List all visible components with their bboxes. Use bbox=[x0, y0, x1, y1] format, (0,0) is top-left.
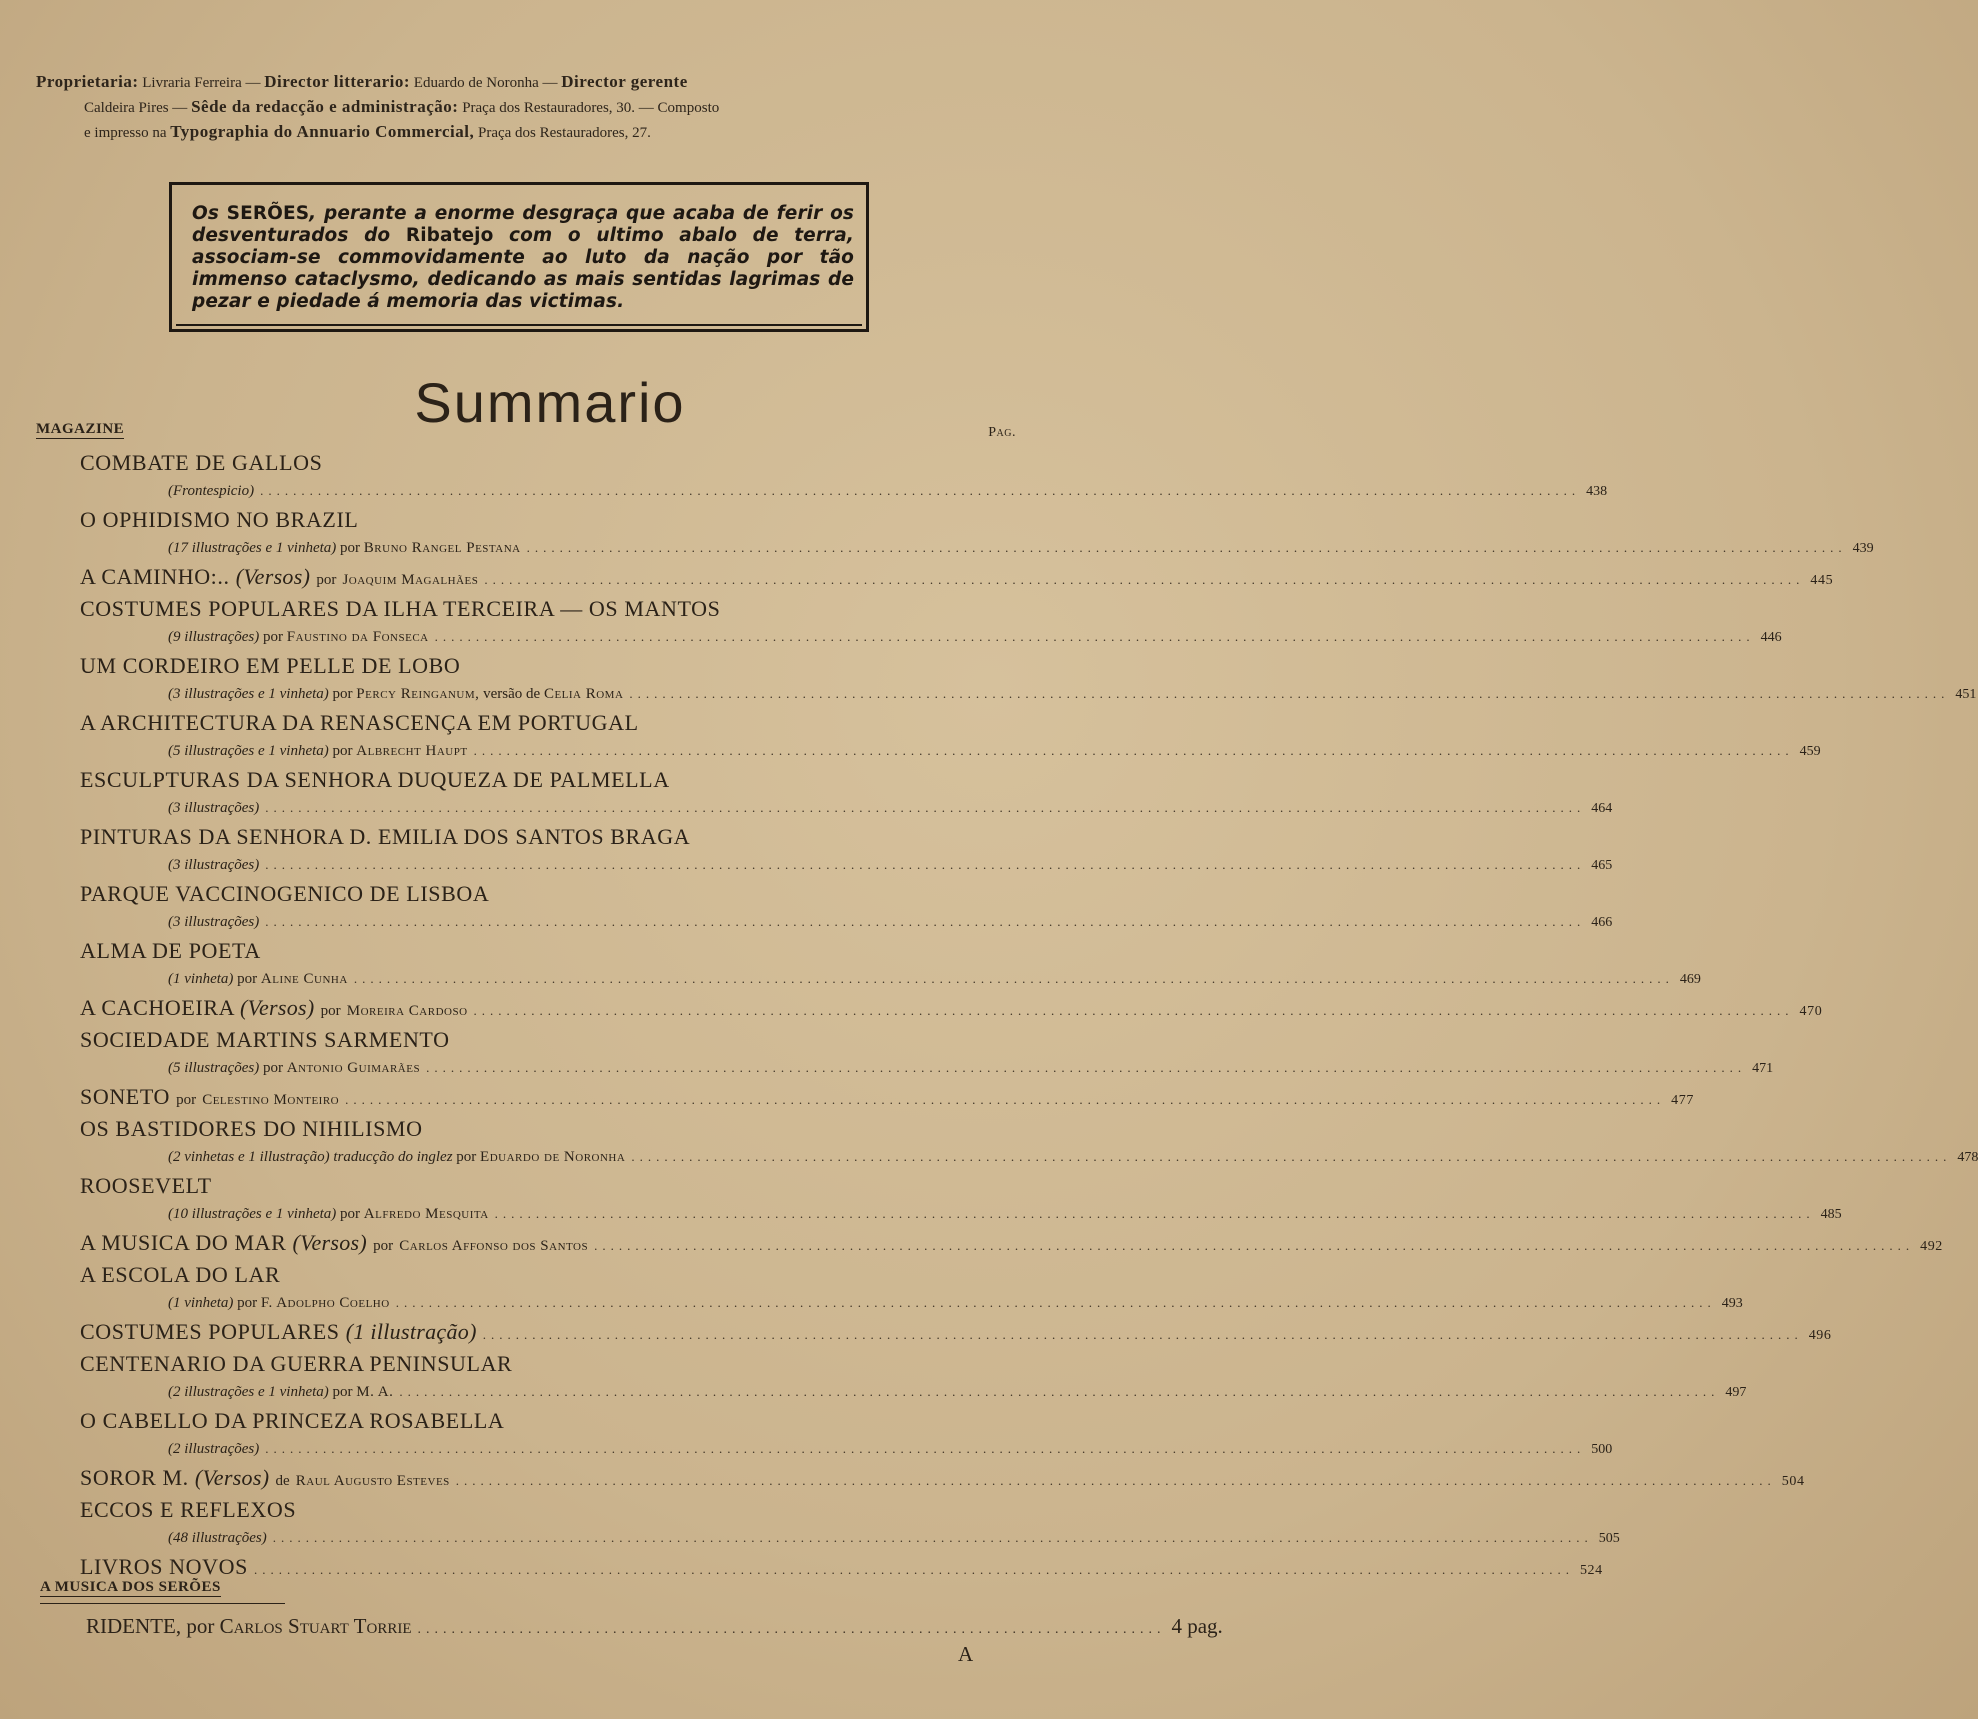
imprint-text: Livraria Ferreira — bbox=[142, 75, 261, 91]
toc-entry-description: (2 vinhetas e 1 illustração) traducção do inglez bbox=[168, 1149, 453, 1165]
toc-entry-page: 446 bbox=[1760, 630, 1782, 645]
toc-entry-sub-lead bbox=[168, 1054, 420, 1082]
toc-entry-sub-lead bbox=[168, 908, 259, 936]
toc-entry[interactable] bbox=[80, 1553, 1603, 1585]
dot-leader: ........................................................................................ bbox=[417, 1622, 1166, 1637]
toc-entry-page: 524 bbox=[1579, 1563, 1603, 1578]
toc-entry-description: (3 illustrações) bbox=[168, 800, 260, 816]
toc-entry-title: A ARCHITECTURA DA RENASCENÇA EM PORTUGAL bbox=[80, 710, 639, 735]
dot-leader: ................................................................................................................................................................ bbox=[265, 914, 1586, 929]
toc-entry-sub-line bbox=[80, 1289, 1743, 1318]
toc-entry[interactable] bbox=[80, 709, 1821, 766]
toc-entry-author: Aline Cunha bbox=[260, 971, 348, 987]
toc-entry-sub-lead bbox=[168, 477, 254, 505]
toc-entry-title-note: (Versos) bbox=[240, 995, 315, 1020]
toc-entry-author: Percy Reinganum, bbox=[356, 686, 480, 702]
toc-entry-description: (3 illustrações e 1 vinheta) bbox=[168, 686, 329, 702]
toc-entry[interactable] bbox=[80, 1261, 1743, 1318]
toc-entry-description: (1 vinheta) bbox=[168, 1295, 234, 1311]
imprint-text: Caldeira Pires — bbox=[84, 100, 188, 116]
toc-entry-author: Joaquim Magalhães bbox=[342, 572, 479, 588]
imprint-text: e impresso na bbox=[84, 125, 167, 141]
imprint-line-3 bbox=[36, 120, 1016, 145]
dot-leader: ................................................................................................................................................................ bbox=[399, 1384, 1720, 1399]
toc-entry-sub-line bbox=[80, 737, 1821, 766]
toc-entry-by: por bbox=[316, 572, 337, 588]
toc-entry-title: O OPHIDISMO NO BRAZIL bbox=[80, 507, 359, 532]
toc-entry-page: 497 bbox=[1725, 1385, 1747, 1400]
dot-leader: ................................................................................................................................................................ bbox=[482, 1327, 1803, 1342]
toc-entry-title-line bbox=[80, 1318, 1832, 1350]
toc-entry-title-line bbox=[80, 823, 1020, 851]
toc-entry-page: 470 bbox=[1799, 1004, 1823, 1019]
dot-leader: ................................................................................................................................................................ bbox=[426, 1060, 1747, 1075]
memorial-notice-box bbox=[169, 182, 869, 332]
toc-entry-sub-lead bbox=[168, 794, 259, 822]
page-column-label: Pag. bbox=[988, 425, 1016, 440]
toc-entry-author2: Celia Roma bbox=[543, 686, 624, 702]
notice-seroes: SERÕES bbox=[226, 203, 310, 224]
toc-entry-sub-line bbox=[80, 1054, 1774, 1083]
toc-entry[interactable] bbox=[80, 1083, 1694, 1115]
toc-entry-title-line bbox=[80, 1553, 1603, 1585]
imprint-label: Director gerente bbox=[561, 72, 688, 91]
toc-entry-lead bbox=[80, 563, 478, 594]
toc-entry-page: 469 bbox=[1679, 972, 1701, 987]
toc-entry-title-line bbox=[80, 506, 1020, 534]
toc-entry[interactable] bbox=[80, 1350, 1747, 1407]
toc-entry-page: 496 bbox=[1808, 1328, 1832, 1343]
toc-entry-lead bbox=[80, 994, 468, 1025]
toc-entry[interactable] bbox=[80, 449, 1608, 506]
music-entry-lead bbox=[86, 1612, 411, 1640]
toc-entry-title: SONETO bbox=[80, 1084, 170, 1109]
notice-ribatejo: Ribatejo bbox=[405, 225, 494, 246]
imprint-header bbox=[36, 70, 1016, 145]
toc-entry-page: 465 bbox=[1591, 858, 1613, 873]
dot-leader: ................................................................................................................................................................ bbox=[345, 1092, 1666, 1107]
toc-entry-lead bbox=[80, 1464, 450, 1495]
toc-entry-title-note: (Versos) bbox=[194, 1465, 270, 1490]
toc-entry-page: 504 bbox=[1781, 1474, 1805, 1489]
toc-entry-sub-line bbox=[80, 1143, 1978, 1172]
toc-entry-title-line bbox=[80, 449, 1020, 477]
toc-entry[interactable] bbox=[80, 652, 1977, 709]
dot-leader: ................................................................................................................................................................ bbox=[473, 743, 1794, 758]
toc-entry-page: 505 bbox=[1598, 1531, 1620, 1546]
imprint-label: Typographia do Annuario Commercial, bbox=[170, 122, 475, 141]
toc-entry-title-line bbox=[80, 1026, 1020, 1054]
toc-entry-sub-lead bbox=[168, 1200, 489, 1228]
toc-entry-title: SOROR M. bbox=[80, 1465, 189, 1490]
toc-entry[interactable] bbox=[80, 1026, 1774, 1083]
toc-entry-title: A CACHOEIRA bbox=[80, 995, 234, 1020]
dot-leader: ................................................................................................................................................................ bbox=[260, 483, 1581, 498]
toc-entry[interactable] bbox=[80, 1407, 1613, 1464]
toc-entry-title-line bbox=[80, 1261, 1020, 1289]
toc-entry-sub-lead bbox=[168, 1435, 259, 1463]
dot-leader: ................................................................................................................................................................ bbox=[484, 572, 1805, 587]
dot-leader: ................................................................................................................................................................ bbox=[629, 686, 1950, 701]
toc-entry-title: PARQUE VACCINOGENICO DE LISBOA bbox=[80, 881, 490, 906]
imprint-label: Proprietaria: bbox=[36, 72, 139, 91]
page-title: Summario bbox=[414, 371, 686, 434]
toc-entry[interactable] bbox=[80, 1496, 1620, 1553]
music-page-number: 4 pag. bbox=[1171, 1614, 1223, 1638]
toc-entry-author: Raul Augusto Esteves bbox=[295, 1473, 450, 1489]
toc-entry-page: 464 bbox=[1591, 801, 1613, 816]
toc-entry-by: de bbox=[275, 1473, 290, 1489]
toc-entry-description: (2 illustrações e 1 vinheta) bbox=[168, 1384, 329, 1400]
toc-entry-sub-lead bbox=[168, 1524, 267, 1552]
toc-entry-title-line bbox=[80, 1172, 1020, 1200]
toc-entry-description: (17 illustrações e 1 vinheta) bbox=[168, 540, 337, 556]
toc-entry-page: 493 bbox=[1721, 1296, 1743, 1311]
toc-entry-title: LIVROS NOVOS bbox=[80, 1554, 248, 1579]
toc-entry-page: 439 bbox=[1852, 541, 1874, 556]
toc-entry-by: por bbox=[263, 1060, 283, 1076]
toc-entry-page: 500 bbox=[1591, 1442, 1613, 1457]
toc-entry-author: Moreira Cardoso bbox=[346, 1003, 468, 1019]
imprint-label: Sêde da redacção e administração: bbox=[191, 97, 459, 116]
toc-entry-title: PINTURAS DA SENHORA D. EMILIA DOS SANTOS BRAGA bbox=[80, 824, 691, 849]
toc-entry[interactable] bbox=[80, 1115, 1978, 1172]
toc-entry-title: COMBATE DE GALLOS bbox=[80, 450, 323, 475]
toc-entry-sub-line bbox=[80, 623, 1782, 652]
music-title: RIDENTE, bbox=[86, 1614, 182, 1638]
toc-entry-title: COSTUMES POPULARES DA ILHA TERCEIRA — OS MANTOS bbox=[80, 596, 721, 621]
toc-entry-sub-line bbox=[80, 1200, 1842, 1229]
toc-entry-title-line bbox=[80, 766, 1020, 794]
dot-leader: ................................................................................................................................................................ bbox=[265, 1441, 1586, 1456]
toc-entry-sub-lead bbox=[168, 680, 623, 708]
toc-entry[interactable] bbox=[80, 563, 1834, 595]
imprint-text: Praça dos Restauradores, 30. — Composto bbox=[462, 100, 720, 116]
memorial-notice-text bbox=[192, 203, 854, 313]
toc-entry-lead bbox=[80, 1318, 477, 1346]
music-author: Carlos Stuart Torrie bbox=[219, 1614, 412, 1638]
toc-entry-title-line bbox=[80, 1407, 1020, 1435]
toc-entry-title-line bbox=[80, 1115, 1020, 1143]
toc-entry-title-line bbox=[80, 1350, 1020, 1378]
toc-entry-title-note: (Versos) bbox=[235, 564, 311, 589]
toc-entry-title: ESCULPTURAS DA SENHORA DUQUEZA DE PALMELLA bbox=[80, 767, 670, 792]
toc-entry-sub-line bbox=[80, 1524, 1620, 1553]
toc-entry-sub-line bbox=[80, 851, 1613, 880]
dot-leader: ................................................................................................................................................................ bbox=[631, 1149, 1952, 1164]
toc-entry-title: OS BASTIDORES DO NIHILISMO bbox=[80, 1116, 423, 1141]
toc-entry[interactable] bbox=[80, 937, 1701, 994]
toc-entry-by: por bbox=[332, 1384, 353, 1400]
toc-entry-description: (10 illustrações e 1 vinheta) bbox=[168, 1206, 337, 1222]
toc-entry-title: ALMA DE POETA bbox=[80, 938, 261, 963]
toc-entry-sub-lead bbox=[168, 534, 521, 562]
table-of-contents bbox=[80, 449, 1978, 1585]
toc-entry[interactable] bbox=[80, 595, 1782, 652]
toc-entry-by: por bbox=[456, 1149, 477, 1165]
toc-entry-page: 492 bbox=[1920, 1239, 1943, 1254]
toc-entry-title-line bbox=[80, 1464, 1805, 1496]
toc-entry-title-line bbox=[80, 652, 1020, 680]
toc-entry-by: por bbox=[340, 540, 361, 556]
toc-entry-page: 485 bbox=[1820, 1207, 1842, 1222]
toc-entry-author: Bruno Rangel Pestana bbox=[363, 540, 521, 556]
toc-entry-description: (3 illustrações) bbox=[168, 914, 260, 930]
toc-entry[interactable] bbox=[80, 1318, 1832, 1350]
toc-entry[interactable] bbox=[80, 994, 1823, 1026]
toc-entry-sub-lead bbox=[168, 623, 429, 651]
toc-entry-title-line bbox=[80, 563, 1834, 595]
toc-entry-description: (48 illustrações) bbox=[168, 1530, 267, 1546]
toc-entry-author: F. Adolpho Coelho bbox=[260, 1295, 390, 1311]
dot-leader: ................................................................................................................................................................ bbox=[265, 857, 1586, 872]
music-page-suffix: A bbox=[958, 1642, 974, 1666]
toc-entry[interactable] bbox=[80, 1229, 1943, 1261]
section-label-magazine: MAGAZINE bbox=[36, 421, 125, 437]
toc-entry-author: Albrecht Haupt bbox=[356, 743, 468, 759]
toc-entry[interactable] bbox=[80, 506, 1874, 563]
toc-entry-author: Antonio Guimarães bbox=[286, 1060, 421, 1076]
dot-leader: ................................................................................................................................................................ bbox=[395, 1295, 1716, 1310]
toc-entry-title-note: (Versos) bbox=[292, 1230, 368, 1255]
toc-entry-author: Alfredo Mesquita bbox=[363, 1206, 489, 1222]
toc-entry-by: por bbox=[237, 971, 258, 987]
dot-leader: ................................................................................................................................................................ bbox=[526, 540, 1847, 555]
notice-part-2: com o ultimo abalo de terra, associam-se commovidamente ao luto da nação por tão immenso cataclysmo, dedicando as mais sentidas lagrimas de pezar e piedade á memoria das victimas. bbox=[192, 225, 854, 312]
toc-entry-sub-lead bbox=[168, 1378, 393, 1406]
notice-part-1: , perante a enorme desgraça que acaba de ferir os desventurados do bbox=[192, 203, 854, 246]
toc-entry[interactable] bbox=[80, 1172, 1842, 1229]
notice-lead: Os bbox=[192, 203, 227, 224]
toc-entry-title-line bbox=[80, 1496, 1020, 1524]
imprint-line-1 bbox=[36, 70, 1016, 95]
toc-entry-description: (3 illustrações) bbox=[168, 857, 260, 873]
toc-entry-sub-line bbox=[80, 477, 1608, 506]
toc-entry-sub-lead bbox=[168, 851, 259, 879]
toc-entry-by: por bbox=[320, 1003, 341, 1019]
toc-entry-author: Eduardo de Noronha bbox=[480, 1149, 626, 1165]
toc-entry-sub-line bbox=[80, 908, 1613, 937]
toc-entry-title: UM CORDEIRO EM PELLE DE LOBO bbox=[80, 653, 461, 678]
toc-entry-author: Faustino da Fonseca bbox=[286, 629, 429, 645]
toc-entry-sub-lead bbox=[168, 737, 468, 765]
toc-entry-description: (2 illustrações) bbox=[168, 1441, 260, 1457]
toc-entry-title-line bbox=[80, 595, 1020, 623]
dot-leader: ................................................................................................................................................................ bbox=[434, 629, 1755, 644]
toc-entry-title: A MUSICA DO MAR bbox=[80, 1230, 287, 1255]
toc-entry-by: por bbox=[176, 1092, 197, 1108]
toc-entry-page: 451 bbox=[1955, 687, 1977, 702]
toc-entry-page: 466 bbox=[1591, 915, 1613, 930]
toc-entry-description: (5 illustrações e 1 vinheta) bbox=[168, 743, 329, 759]
toc-entry-by: por bbox=[237, 1295, 258, 1311]
toc-entry-title-line bbox=[80, 994, 1823, 1026]
toc-entry-sub-lead bbox=[168, 965, 348, 993]
dot-leader: ................................................................................................................................................................ bbox=[473, 1003, 1794, 1018]
toc-entry-title: CENTENARIO DA GUERRA PENINSULAR bbox=[80, 1351, 513, 1376]
toc-entry-title: ECCOS E REFLEXOS bbox=[80, 1497, 297, 1522]
toc-entry-sub-lead bbox=[168, 1143, 625, 1171]
toc-entry-sub-line bbox=[80, 534, 1874, 563]
toc-entry-title-note: (1 illustração) bbox=[345, 1319, 477, 1344]
toc-entry-description: (9 illustrações) bbox=[168, 629, 260, 645]
dot-leader: ................................................................................................................................................................ bbox=[253, 1562, 1574, 1577]
toc-entry-lead bbox=[80, 1553, 248, 1581]
dot-leader: ................................................................................................................................................................ bbox=[594, 1238, 1915, 1253]
toc-entry-page: 438 bbox=[1586, 484, 1608, 499]
toc-entry-page: 477 bbox=[1671, 1093, 1694, 1108]
toc-entry-author: Celestino Monteiro bbox=[202, 1092, 340, 1108]
section-label-music: A MUSICA DOS SERÕES bbox=[40, 1579, 221, 1595]
toc-entry-description: (Frontespicio) bbox=[168, 483, 255, 499]
toc-entry[interactable] bbox=[80, 880, 1613, 937]
dot-leader: ................................................................................................................................................................ bbox=[353, 971, 1674, 986]
toc-entry-sub-line bbox=[80, 1435, 1613, 1464]
toc-entry-title-line bbox=[80, 709, 1020, 737]
toc-entry-by: por bbox=[332, 686, 353, 702]
imprint-line-2 bbox=[36, 95, 1016, 120]
toc-entry-sub-lead bbox=[168, 1289, 390, 1317]
dot-leader: ................................................................................................................................................................ bbox=[265, 800, 1586, 815]
toc-entry-description: (1 vinheta) bbox=[168, 971, 234, 987]
toc-entry-lead bbox=[80, 1083, 339, 1114]
dot-leader: ................................................................................................................................................................ bbox=[494, 1206, 1815, 1221]
toc-entry[interactable] bbox=[80, 1464, 1805, 1496]
toc-entry-title: ROOSEVELT bbox=[80, 1173, 212, 1198]
toc-entry-lead bbox=[80, 1229, 588, 1260]
toc-entry-title-line bbox=[80, 880, 1020, 908]
divider bbox=[40, 1603, 285, 1604]
toc-entry[interactable] bbox=[80, 823, 1613, 880]
toc-entry-by: por bbox=[373, 1238, 394, 1254]
toc-entry-title: O CABELLO DA PRINCEZA ROSABELLA bbox=[80, 1408, 505, 1433]
toc-entry-title-line bbox=[80, 1083, 1694, 1115]
imprint-text: Praça dos Restauradores, 27. bbox=[478, 125, 651, 141]
toc-entry-title-line bbox=[80, 1229, 1943, 1261]
toc-entry-page: 445 bbox=[1810, 573, 1834, 588]
toc-entry-author: M. A. bbox=[356, 1384, 394, 1400]
toc-entry-title-line bbox=[80, 937, 1020, 965]
toc-entry-title: COSTUMES POPULARES bbox=[80, 1319, 340, 1344]
music-by: por bbox=[186, 1614, 215, 1638]
toc-entry-by: por bbox=[263, 629, 283, 645]
toc-entry-page: 471 bbox=[1752, 1061, 1774, 1076]
toc-entry-author: Carlos Affonso dos Santos bbox=[399, 1238, 589, 1254]
music-entry[interactable] bbox=[86, 1612, 1223, 1644]
toc-entry[interactable] bbox=[80, 766, 1613, 823]
toc-entry-sub-line bbox=[80, 965, 1701, 994]
imprint-text: Eduardo de Noronha — bbox=[413, 75, 558, 91]
toc-entry-title: A CAMINHO:.. bbox=[80, 564, 230, 589]
toc-entry-extra: versão de bbox=[483, 686, 541, 702]
toc-entry-title: SOCIEDADE MARTINS SARMENTO bbox=[80, 1027, 450, 1052]
toc-entry-sub-line bbox=[80, 794, 1613, 823]
toc-entry-description: (5 illustrações) bbox=[168, 1060, 260, 1076]
toc-entry-sub-line bbox=[80, 680, 1977, 709]
imprint-label: Director litterario: bbox=[264, 72, 411, 91]
dot-leader: ................................................................................................................................................................ bbox=[272, 1530, 1593, 1545]
toc-entry-by: por bbox=[332, 743, 353, 759]
toc-entry-by: por bbox=[340, 1206, 361, 1222]
toc-entry-page: 459 bbox=[1799, 744, 1821, 759]
toc-entry-page: 478 bbox=[1957, 1150, 1978, 1165]
toc-entry-sub-line bbox=[80, 1378, 1747, 1407]
toc-entry-title: A ESCOLA DO LAR bbox=[80, 1262, 281, 1287]
dot-leader: ................................................................................................................................................................ bbox=[455, 1473, 1776, 1488]
